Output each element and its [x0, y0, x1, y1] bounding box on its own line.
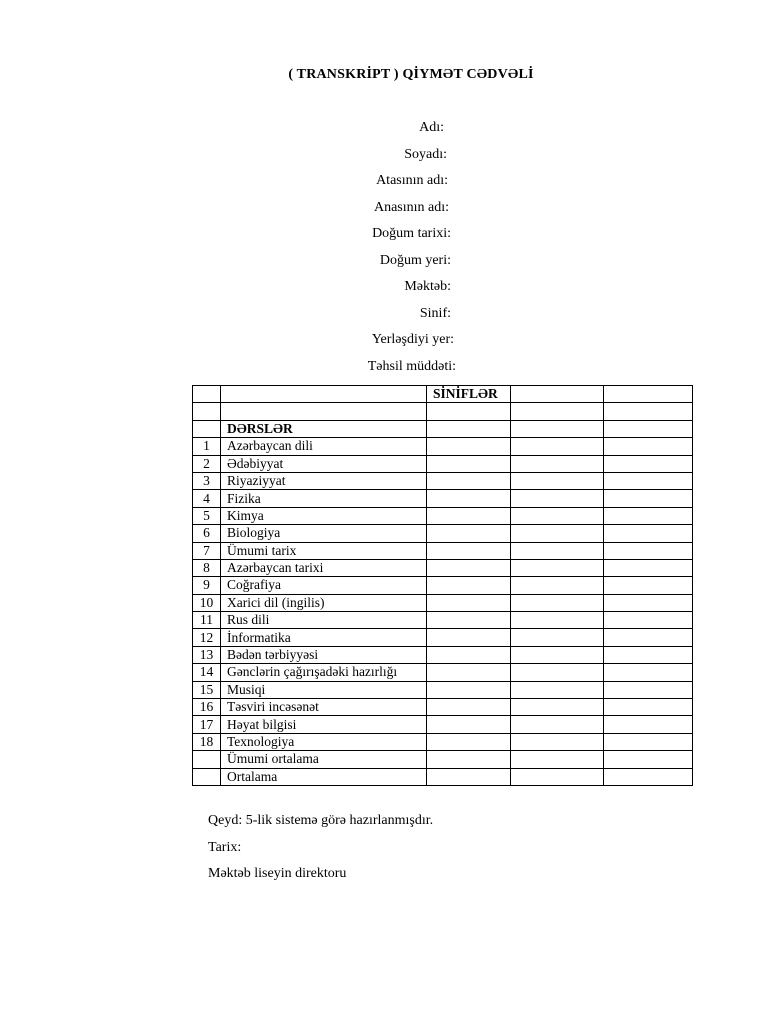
grade-cell — [427, 699, 511, 716]
grade-cell — [511, 577, 604, 594]
grade-cell — [427, 733, 511, 750]
grade-cell — [604, 455, 693, 472]
subject-name: Gənclərin çağırışadəki hazırlığı — [221, 664, 427, 681]
table-row — [193, 472, 693, 489]
grade-cell — [511, 455, 604, 472]
table-row — [193, 646, 693, 663]
date-label: Tarix: — [208, 839, 242, 855]
subject-name: Texnologiya — [221, 733, 427, 750]
table-row — [193, 490, 693, 507]
grade-cell — [427, 768, 511, 785]
grade-cell — [511, 490, 604, 507]
grade-cell — [427, 681, 511, 698]
summary-label: Ortalama — [221, 768, 427, 785]
grade-cell — [511, 559, 604, 576]
subject-number: 3 — [193, 472, 221, 489]
grade-cell — [427, 525, 511, 542]
grade-cell — [604, 472, 693, 489]
table-row — [193, 681, 693, 698]
grade-cell — [511, 768, 604, 785]
table-row — [193, 438, 693, 455]
subject-number: 6 — [193, 525, 221, 542]
notes-section — [208, 812, 433, 892]
field-birth-date: Doğum tarixi: — [372, 226, 451, 241]
grade-cell — [427, 612, 511, 629]
field-surname: Soyadı: — [404, 146, 447, 162]
grade-cell — [427, 664, 511, 681]
personal-info-fields — [0, 118, 768, 383]
subjects-header-row — [193, 420, 693, 437]
grade-cell — [511, 612, 604, 629]
grade-cell — [604, 716, 693, 733]
subject-name: Musiqi — [221, 681, 427, 698]
subject-name: Ədəbiyyat — [221, 455, 427, 472]
subject-number: 9 — [193, 577, 221, 594]
grade-cell — [604, 733, 693, 750]
subject-number: 17 — [193, 716, 221, 733]
grade-cell — [511, 646, 604, 663]
grade-cell — [604, 577, 693, 594]
table-row — [193, 507, 693, 524]
grade-cell — [511, 525, 604, 542]
grade-cell — [427, 542, 511, 559]
subject-number: 16 — [193, 699, 221, 716]
subject-number: 18 — [193, 733, 221, 750]
grade-cell — [604, 699, 693, 716]
grade-cell — [427, 646, 511, 663]
grade-cell — [604, 664, 693, 681]
grade-cell — [511, 664, 604, 681]
field-name: Adı: — [419, 120, 444, 135]
grade-cell — [427, 577, 511, 594]
field-study-duration: Təhsil müddəti: — [367, 358, 456, 374]
subject-name: Xarici dil (ingilis) — [221, 594, 427, 611]
table-row — [193, 629, 693, 646]
field-school: Məktəb: — [404, 279, 451, 294]
subject-number: 12 — [193, 629, 221, 646]
table-row — [193, 455, 693, 472]
table-row — [193, 716, 693, 733]
grade-cell — [604, 490, 693, 507]
subject-name: Rus dili — [221, 612, 427, 629]
table-header-row — [193, 386, 693, 403]
grade-cell — [511, 507, 604, 524]
grade-cell — [604, 559, 693, 576]
grade-cell — [427, 507, 511, 524]
table-row — [193, 594, 693, 611]
subject-number: 11 — [193, 612, 221, 629]
field-father-name: Atasının adı: — [376, 173, 448, 188]
subjects-header: DƏRSLƏR — [221, 420, 427, 437]
grade-cell — [604, 646, 693, 663]
grade-cell — [427, 559, 511, 576]
table-blank-row — [193, 403, 693, 420]
subject-number: 10 — [193, 594, 221, 611]
subject-number: 8 — [193, 559, 221, 576]
field-birth-place: Doğum yeri: — [379, 252, 451, 268]
grade-cell — [511, 733, 604, 750]
table-row — [193, 577, 693, 594]
subject-number: 7 — [193, 542, 221, 559]
grade-cell — [427, 472, 511, 489]
grade-cell — [427, 438, 511, 455]
grade-cell — [604, 768, 693, 785]
subject-name: Ümumi tarix — [221, 542, 427, 559]
subject-number: 1 — [193, 438, 221, 455]
grade-cell — [427, 716, 511, 733]
summary-label: Ümumi ortalama — [221, 751, 427, 768]
grade-cell — [511, 751, 604, 768]
classes-header: SİNİFLƏR — [427, 386, 511, 403]
subject-number: 15 — [193, 681, 221, 698]
subject-number: 4 — [193, 490, 221, 507]
subject-name: Təsviri incəsənət — [221, 699, 427, 716]
grade-cell — [604, 594, 693, 611]
grade-cell — [604, 507, 693, 524]
summary-row — [193, 751, 693, 768]
subject-name: Azərbaycan tarixi — [221, 559, 427, 576]
document-title: ( TRANSKRİPT ) QİYMƏT CƏDVƏLİ — [288, 67, 534, 82]
table-row — [193, 733, 693, 750]
subject-name: Kimya — [221, 507, 427, 524]
grade-cell — [511, 472, 604, 489]
subject-number: 13 — [193, 646, 221, 663]
grade-cell — [604, 751, 693, 768]
subject-name: Bədən tərbiyyəsi — [221, 646, 427, 663]
grade-cell — [604, 542, 693, 559]
subject-name: İnformatika — [221, 629, 427, 646]
table-row — [193, 612, 693, 629]
grade-cell — [604, 612, 693, 629]
grade-cell — [511, 438, 604, 455]
grade-cell — [511, 594, 604, 611]
table-row — [193, 664, 693, 681]
grade-cell — [427, 455, 511, 472]
table-row — [193, 559, 693, 576]
grade-cell — [511, 681, 604, 698]
subject-name: Riyaziyyat — [221, 472, 427, 489]
grade-cell — [604, 438, 693, 455]
subject-name: Həyat bilgisi — [221, 716, 427, 733]
grade-cell — [427, 490, 511, 507]
grade-cell — [511, 716, 604, 733]
grading-note: Qeyd: 5-lik sistemə görə hazırlanmışdır. — [208, 813, 434, 828]
table-row — [193, 542, 693, 559]
field-location: Yerləşdiyi yer: — [371, 332, 454, 347]
grade-cell — [604, 681, 693, 698]
summary-row — [193, 768, 693, 785]
subject-number: 2 — [193, 455, 221, 472]
grade-cell — [427, 594, 511, 611]
table-row — [193, 699, 693, 716]
grade-cell — [511, 629, 604, 646]
subject-name: Biologiya — [221, 525, 427, 542]
subject-number: 5 — [193, 507, 221, 524]
field-mother-name: Anasının adı: — [373, 199, 449, 215]
subject-name: Azərbaycan dili — [221, 438, 427, 455]
grade-cell — [511, 699, 604, 716]
subject-name: Coğrafiya — [221, 577, 427, 594]
subject-number: 14 — [193, 664, 221, 681]
grade-cell — [427, 751, 511, 768]
grade-cell — [604, 629, 693, 646]
field-class: Sinif: — [419, 305, 451, 321]
director-label: Məktəb liseyin direktoru — [208, 866, 347, 881]
grade-cell — [427, 629, 511, 646]
grade-cell — [511, 542, 604, 559]
grades-table — [192, 385, 693, 786]
table-row — [193, 525, 693, 542]
grade-cell — [604, 525, 693, 542]
subject-name: Fizika — [221, 490, 427, 507]
